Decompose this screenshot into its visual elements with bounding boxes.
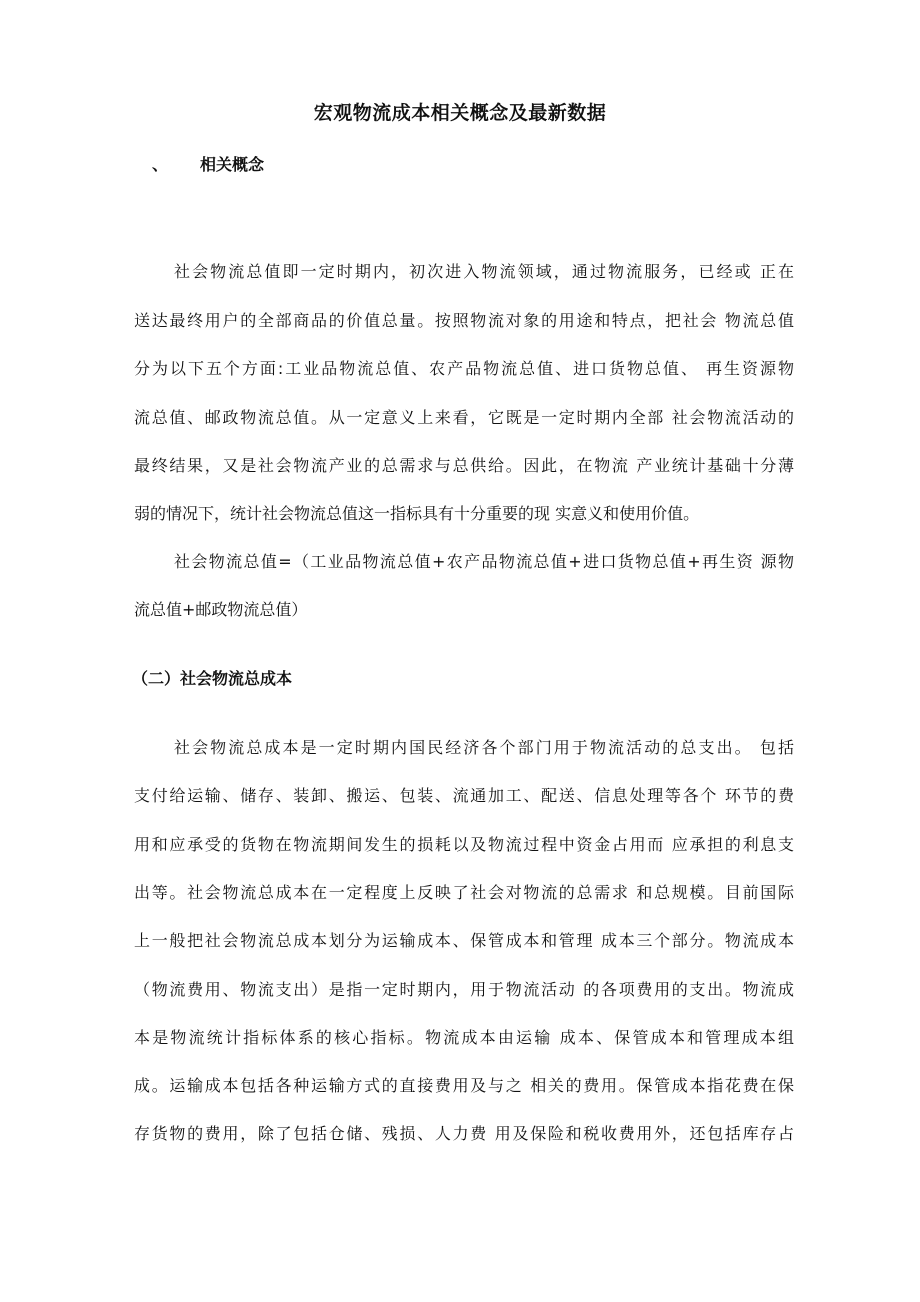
paragraph-line: 流总值、邮政物流总值。从一定意义上来看，它既是一定时期内全部 社会物流活动的 xyxy=(134,408,794,427)
paragraph-line: 弱的情况下，统计社会物流总值这一指标具有十分重要的现 实意义和使用价值。 xyxy=(134,504,700,523)
paragraph-line: 本是物流统计指标体系的核心指标。物流成本由运输 成本、保管成本和管理成本组 xyxy=(134,1028,794,1047)
paragraph-line: 分为以下五个方面:工业品物流总值、农产品物流总值、进口货物总值、 再生资源物 xyxy=(134,359,794,378)
section-heading-1 xyxy=(152,152,264,175)
formula-line: 流总值+邮政物流总值） xyxy=(134,600,308,619)
paragraph-line: 社会物流总成本是一定时期内国民经济各个部门用于物流活动的总支出。 包括 xyxy=(174,738,794,757)
paragraph-line: 送达最终用户的全部商品的价值总量。按照物流对象的用途和特点，把社会 物流总值 xyxy=(134,311,794,330)
paragraph-line: 用和应承受的货物在物流期间发生的损耗以及物流过程中资金占用而 应承担的利息支 xyxy=(134,835,794,854)
formula-line: 社会物流总值=（工业品物流总值+农产品物流总值+进口货物总值+再生资 源物 xyxy=(174,552,794,571)
paragraph-line: 支付给运输、储存、装卸、搬运、包装、流通加工、配送、信息处理等各个 环节的费 xyxy=(134,786,794,805)
page-title: 宏观物流成本相关概念及最新数据 xyxy=(313,102,607,124)
section-heading-2: （二）社会物流总成本 xyxy=(132,669,293,688)
paragraph-line: 社会物流总值即一定时期内，初次进入物流领域，通过物流服务，已经或 正在 xyxy=(174,262,794,281)
paragraph-line: 上一般把社会物流总成本划分为运输成本、保管成本和管理 成本三个部分。物流成本 xyxy=(134,931,794,950)
section-heading-text: 相关概念 xyxy=(200,155,265,174)
paragraph-line: 出等。社会物流总成本在一定程度上反映了社会对物流的总需求 和总规模。目前国际 xyxy=(134,883,794,902)
paragraph-line: （物流费用、物流支出）是指一定时期内，用于物流活动 的各项费用的支出。物流成 xyxy=(134,980,794,999)
section-marker: 、 xyxy=(152,155,169,174)
paragraph-line: 最终结果，又是社会物流产业的总需求与总供给。因此，在物流 产业统计基础十分薄 xyxy=(134,456,794,475)
paragraph-line: 存货物的费用，除了包括仓储、残损、人力费 用及保险和税收费用外，还包括库存占 xyxy=(134,1124,794,1143)
paragraph-line: 成。运输成本包括各种运输方式的直接费用及与之 相关的费用。保管成本指花费在保 xyxy=(134,1076,794,1095)
